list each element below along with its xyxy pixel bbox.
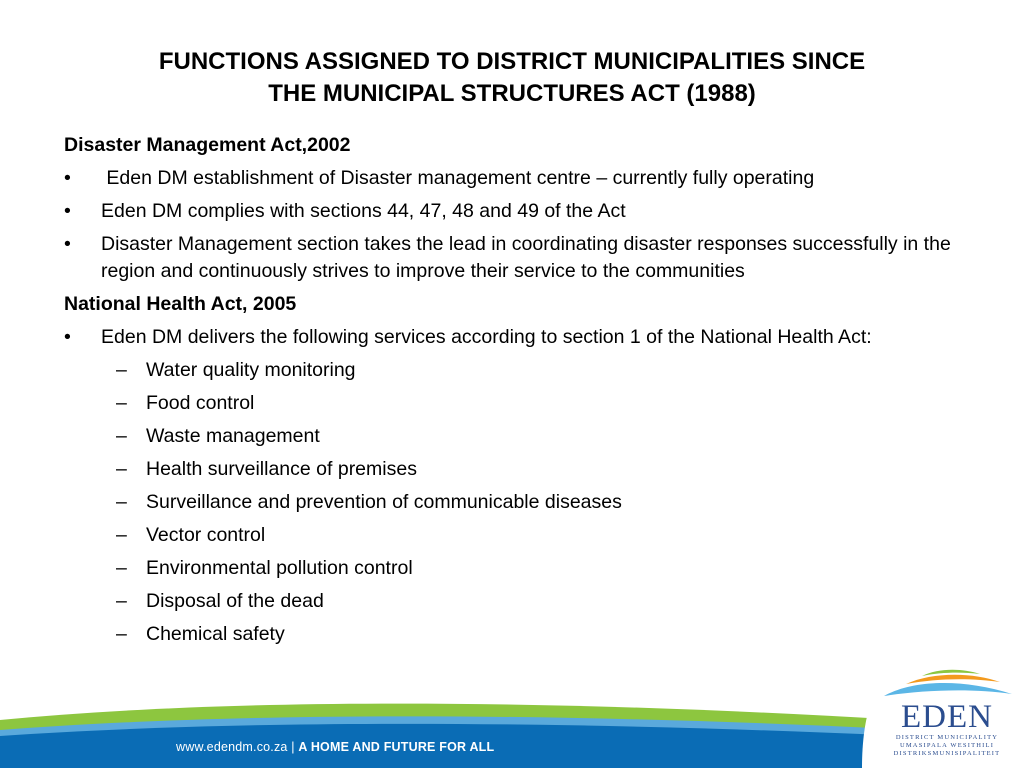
bullet-marker: • xyxy=(64,233,71,255)
service-item xyxy=(64,621,964,648)
bullet-item xyxy=(64,324,964,351)
service-item xyxy=(64,390,964,417)
bullet-marker: • xyxy=(64,326,71,348)
bullet-text: Disaster Management section takes the lead in coordinating disaster responses successfully in the region and continuously strives to improve their service to the communities xyxy=(101,233,951,282)
service-item xyxy=(64,357,964,384)
dash-marker: – xyxy=(116,425,127,447)
footer-separator: | xyxy=(287,740,299,754)
service-text: Food control xyxy=(146,392,255,414)
service-text: Waste management xyxy=(146,425,320,447)
service-item xyxy=(64,489,964,516)
service-item xyxy=(64,588,964,615)
service-item xyxy=(64,423,964,450)
service-item xyxy=(64,555,964,582)
service-item xyxy=(64,522,964,549)
service-text: Vector control xyxy=(146,524,266,546)
slide-title xyxy=(40,46,984,110)
bullet-marker: • xyxy=(64,167,71,189)
bullet-item xyxy=(64,165,964,192)
bullet-text: Eden DM complies with sections 44, 47, 48 and 49 of the Act xyxy=(101,200,626,222)
section-heading-health: National Health Act, 2005 xyxy=(64,293,297,315)
footer-slogan: A HOME AND FUTURE FOR ALL xyxy=(298,740,495,754)
footer-url[interactable]: www.edendm.co.za xyxy=(176,740,288,754)
dash-marker: – xyxy=(116,392,127,414)
bullet-text: Eden DM establishment of Disaster management centre – currently fully operating xyxy=(101,167,815,189)
dash-marker: – xyxy=(116,458,127,480)
bullet-marker: • xyxy=(64,200,71,222)
section-heading-disaster: Disaster Management Act,2002 xyxy=(64,134,351,156)
logo-line-3: DISTRIKSMUNISIPALITEIT xyxy=(893,750,1001,757)
title-line-2: THE MUNICIPAL STRUCTURES ACT (1988) xyxy=(268,80,756,107)
logo-line-1: DISTRICT MUNICIPALITY xyxy=(895,734,999,741)
dash-marker: – xyxy=(116,590,127,612)
bullet-item xyxy=(64,198,964,225)
dash-marker: – xyxy=(116,557,127,579)
service-text: Chemical safety xyxy=(146,623,285,645)
logo-line-2: UMASIPALA WESITHILI xyxy=(899,742,995,749)
dash-marker: – xyxy=(116,524,127,546)
dash-marker: – xyxy=(116,359,127,381)
logo-name: EDEN xyxy=(901,699,993,735)
service-text: Surveillance and prevention of communicable diseases xyxy=(146,491,622,513)
bullet-item xyxy=(64,231,964,285)
bullet-text: Eden DM delivers the following services according to section 1 of the National Health Act: xyxy=(101,326,872,348)
title-line-1: FUNCTIONS ASSIGNED TO DISTRICT MUNICIPALITIES SINCE xyxy=(158,48,866,75)
eden-logo xyxy=(882,700,1012,758)
slide-content xyxy=(64,132,964,654)
service-text: Water quality monitoring xyxy=(146,359,356,381)
service-text: Disposal of the dead xyxy=(146,590,324,612)
footer-text xyxy=(176,740,494,754)
service-text: Environmental pollution control xyxy=(146,557,413,579)
service-item xyxy=(64,456,964,483)
dash-marker: – xyxy=(116,623,127,645)
dash-marker: – xyxy=(116,491,127,513)
service-text: Health surveillance of premises xyxy=(146,458,417,480)
